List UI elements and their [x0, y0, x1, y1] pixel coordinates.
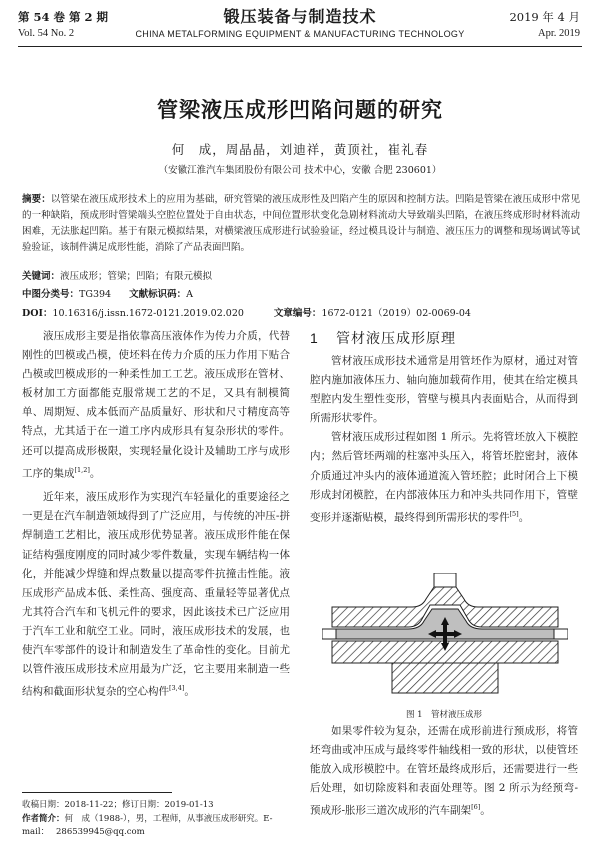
article-number-label: 文章编号：	[273, 308, 322, 319]
volume-issue-cn: 第 54 卷 第 2 期	[18, 10, 109, 24]
volume-issue-en: Vol. 54 No. 2	[18, 28, 75, 39]
hydroforming-diagram	[322, 573, 568, 703]
intro-paragraph-2: 近年来，液压成形作为实现汽车轻量化的重要途径之一更是在汽车制造领域得到了广泛应用，与传统的冲压-拼焊制造工艺相比，液压成形优势显著。液压成形件能在保证结构强度刚度的同时减少零件数量，实现车辆结构一体化，并能减少焊缝和焊点数量以提高零件抗撞击性能。液压成形产品成本低、柔性高、强度高、重量轻等显著优点尤其符合汽车和飞机元件的要求，因此该技术已广泛应用于汽车工业和航空工业。同时，液压成形技术的发展，也使汽车零部件的设计和制造发生了革命性的变化。目前尤以管件液压成形技术应用最为广泛，它主要用来制造一些结构和截面形状复杂的空心构件[3,4]。	[22, 491, 290, 698]
doc-code-value: A	[186, 289, 193, 300]
header-rule	[18, 46, 582, 47]
footnote-rule	[22, 792, 172, 793]
keywords-text: 液压成形；管梁；凹陷；有限元模拟	[60, 271, 213, 282]
doi-value: 10.16316/j.issn.1672-0121.2019.02.020	[52, 308, 244, 319]
doi-line	[22, 305, 471, 319]
author-bio-text: 何 成（1988-），男，工程师，从事液压成形研究。E-mail：	[22, 814, 273, 837]
left-plunger	[322, 629, 336, 639]
abstract	[22, 192, 580, 256]
intro-paragraph-1: 液压成形主要是指依靠高压液体作为传力介质，代替刚性的凹模或凸模，使坯料在传力介质的压力作用下贴合凸模或凹模成形的一种柔性加工工艺。液压成形在管材、板材加工方面都能克服常规工艺的不足，又具有制模简单、周期短、成本低而产品质量好、形状和尺寸精度高等特点，尤其适于在一道工序内成形具有复杂形状的零件。还可以提高成形极限，实现轻量化设计及辅助工序与成形工序的集成[1,2]。	[22, 330, 290, 480]
doc-code-label: 文献标识码：	[129, 289, 187, 300]
authors: 何 成，周晶晶，刘迪祥，黄顶社，崔礼春	[171, 142, 429, 157]
citation: [1,2]	[74, 465, 90, 474]
figure-caption: 图 1 管材液压成形	[405, 710, 483, 720]
section-heading	[310, 328, 456, 348]
left-column	[22, 327, 290, 702]
section-paragraph-3: 如果零件较为复杂，还需在成形前进行预成形，将管坯弯曲或冲压成与最终零件轴线相一致的形状，以使管坯能放入成形模腔中。在管坯最终成形后，还需要进行一些后处理，如切除废料和表面处理等。图 2 所示为经预弯-预成形-胀形三道次成形的汽车副架[6]。	[310, 725, 578, 817]
figure-1	[322, 573, 568, 707]
right-column-continued	[310, 722, 578, 821]
article-number-value: 1672-0121（2019）02-0069-04	[321, 308, 471, 319]
right-column	[310, 352, 578, 527]
doi-label: DOI：	[22, 308, 53, 319]
journal-name-en: CHINA METALFORMING EQUIPMENT & MANUFACTURING TECHNOLOGY	[135, 29, 465, 39]
section-paragraph-2: 管材液压成形过程如图 1 所示。先将管坯放入下模腔内；然后管坯两端的柱塞冲头压入，将管坯腔密封，液体介质通过冲头内的液体通道流入管坯腔；此时闭合上下模形成封闭模腔，在内部液体压力和冲头共同作用下，管壁变形并逐渐贴模，最终得到所需形状的零件[5]。	[310, 431, 578, 524]
right-plunger	[554, 629, 568, 639]
paper-title: 管梁液压成形凹陷问题的研究	[157, 97, 443, 122]
classification	[22, 286, 193, 300]
author-email: 286539945@qq.com	[56, 827, 145, 837]
journal-name-cn: 锻压装备与制造技术	[223, 7, 377, 26]
abstract-text: 以管梁在液压成形技术上的应用为基础，研究管梁的液压成形性及凹陷产生的原因和控制方法。凹陷是管梁在液压成形中常见的一种缺陷，预成形时管梁端头空腔位置处于自由状态，中间位置形状变化急剧材料流动大导致端头凹陷，在液压终成形时材料流动困难，无法胀起凹陷。基于有限元模拟结果，对横梁液压成形进行试验验证，经过模具设计与制造、液压压力的调整和现场调试等试验验证，该制件满足成形性能，消除了产品表面凹陷。	[22, 194, 580, 253]
clc-value: TG394	[79, 289, 112, 300]
section-number: 1	[310, 330, 319, 346]
citation: [3,4]	[169, 684, 185, 693]
affiliation: （安徽江淮汽车集团股份有限公司 技术中心，安徽 合肥 230601）	[158, 165, 442, 176]
received-date: 收稿日期：2018-11-22；修订日期：2019-01-13	[22, 800, 214, 810]
date-cn: 2019 年 4 月	[509, 10, 580, 24]
section-title: 管材液压成形原理	[336, 330, 456, 346]
citation: [5]	[509, 509, 519, 518]
section-paragraph-1: 管材液压成形技术通常是用管坯作为原材，通过对管腔内施加液体压力、轴向施加载荷作用，使其在给定模具型腔内发生塑性变形，管壁与模具内表面贴合，从而得到所需形状零件。	[310, 355, 578, 425]
clc-label: 中图分类号：	[22, 289, 80, 300]
keywords-label: 关键词：	[22, 271, 61, 282]
abstract-label: 摘要：	[22, 194, 51, 205]
lower-die-base	[392, 663, 498, 693]
citation: [6]	[471, 803, 481, 812]
punch	[434, 573, 456, 587]
author-bio-label: 作者简介：	[22, 814, 65, 824]
date-en: Apr. 2019	[538, 28, 580, 39]
keywords	[22, 268, 212, 282]
